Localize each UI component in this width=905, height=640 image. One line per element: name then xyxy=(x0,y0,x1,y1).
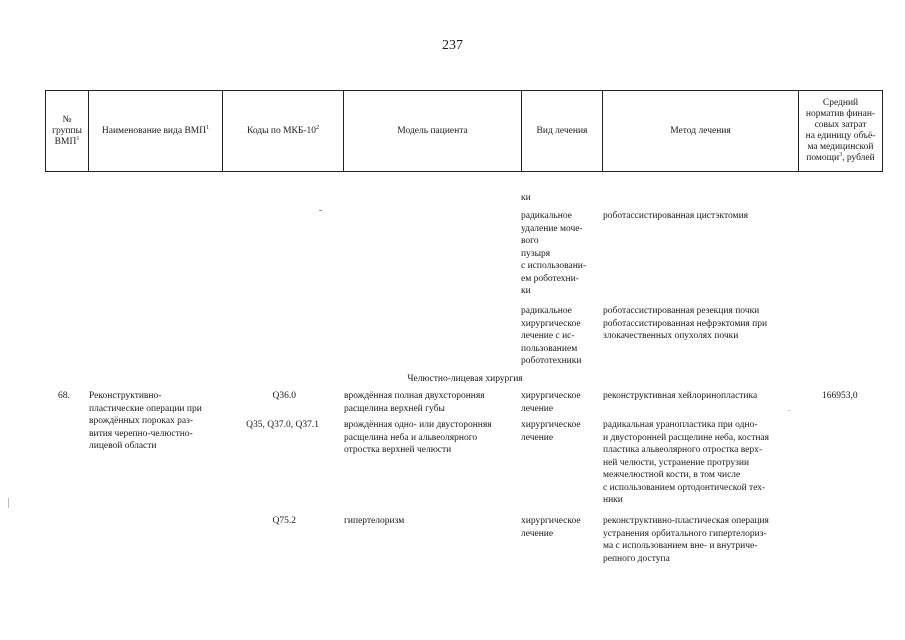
entry-row-1-codes: Q36.0 xyxy=(272,391,296,401)
entry-number: 68. xyxy=(58,391,70,401)
header-treatment-type: Вид лечения xyxy=(536,125,588,136)
header-cost-norm: Средний норматив финан- совых затрат на единицу объё- ма медицинской помощи$^3$, рублей xyxy=(805,98,876,163)
scan-speck xyxy=(8,498,9,508)
entry-cost: 166953,0 xyxy=(822,391,858,401)
continued-type-1: радикальное удаление моче- вого пузыря с использовани- ем роботехни- ки xyxy=(521,211,587,296)
entry-row-2-type: хирургическое лечение xyxy=(521,420,581,443)
continued-method-2: роботассистированная резекция почки роботассистированная нефрэктомия при злокачественных опухолях почки xyxy=(603,306,768,341)
continued-method-1: роботассистированная цистэктомия xyxy=(603,211,749,221)
entry-row-3-type: хирургическое лечение xyxy=(521,516,581,539)
continued-type-2: радикальное хирургическое лечение с ис- пользованием робототехники xyxy=(521,306,582,366)
entry-row-2-method: радикальная уранопластика при одно- и двусторонней расщелине неба, костная пластика альвеолярного отростка верх- ней челюсти, устранение протрузии межчелюстной кости, в том числе с использованием ортодонтической тех- ники xyxy=(603,420,770,505)
page-number: 237 xyxy=(442,38,463,53)
scan-speck xyxy=(319,210,322,211)
header-icd-codes: Коды по МКБ-$10^2$ xyxy=(246,124,320,136)
header-treatment-method: Метод лечения xyxy=(670,125,731,136)
continued-type-tail: ки xyxy=(521,193,531,203)
header-patient-model: Модель пациента xyxy=(397,125,468,136)
entry-row-3-codes: Q75.2 xyxy=(272,516,296,526)
entry-row-1-model: врождённая полная двухсторонняя расщелина верхней губы xyxy=(344,391,485,414)
section-title: Челюстно-лицевая хирургия xyxy=(407,374,523,384)
scan-speck xyxy=(788,410,790,411)
entry-row-1-type: хирургическое лечение xyxy=(521,391,581,414)
entry-row-3-model: гипертелоризм xyxy=(344,516,405,526)
entry-vmp-name: Реконструктивно- пластические операции при врождённых пороках раз- вития черепно-челюстно- лицевой области xyxy=(89,391,202,451)
entry-row-3-method: реконструктивно-пластическая операция устранения орбитального гипертелориз- ма с использованием вне- и внутриче- репного доступа xyxy=(603,516,769,564)
header-group-number: № группы ВМП$^1$ xyxy=(52,114,82,147)
entry-row-2-codes: Q35, Q37.0, Q37.1 xyxy=(246,420,319,430)
header-vmp-name: Наименование вида ВМП$^1$ xyxy=(101,124,210,136)
entry-row-1-method: реконструктивная хейлоринопластика xyxy=(603,391,758,401)
table-header xyxy=(45,90,883,172)
entry-row-2-model: врождённая одно- или двусторонняя расщелина неба и альвеолярного отростка верхней челюсти xyxy=(344,420,492,455)
